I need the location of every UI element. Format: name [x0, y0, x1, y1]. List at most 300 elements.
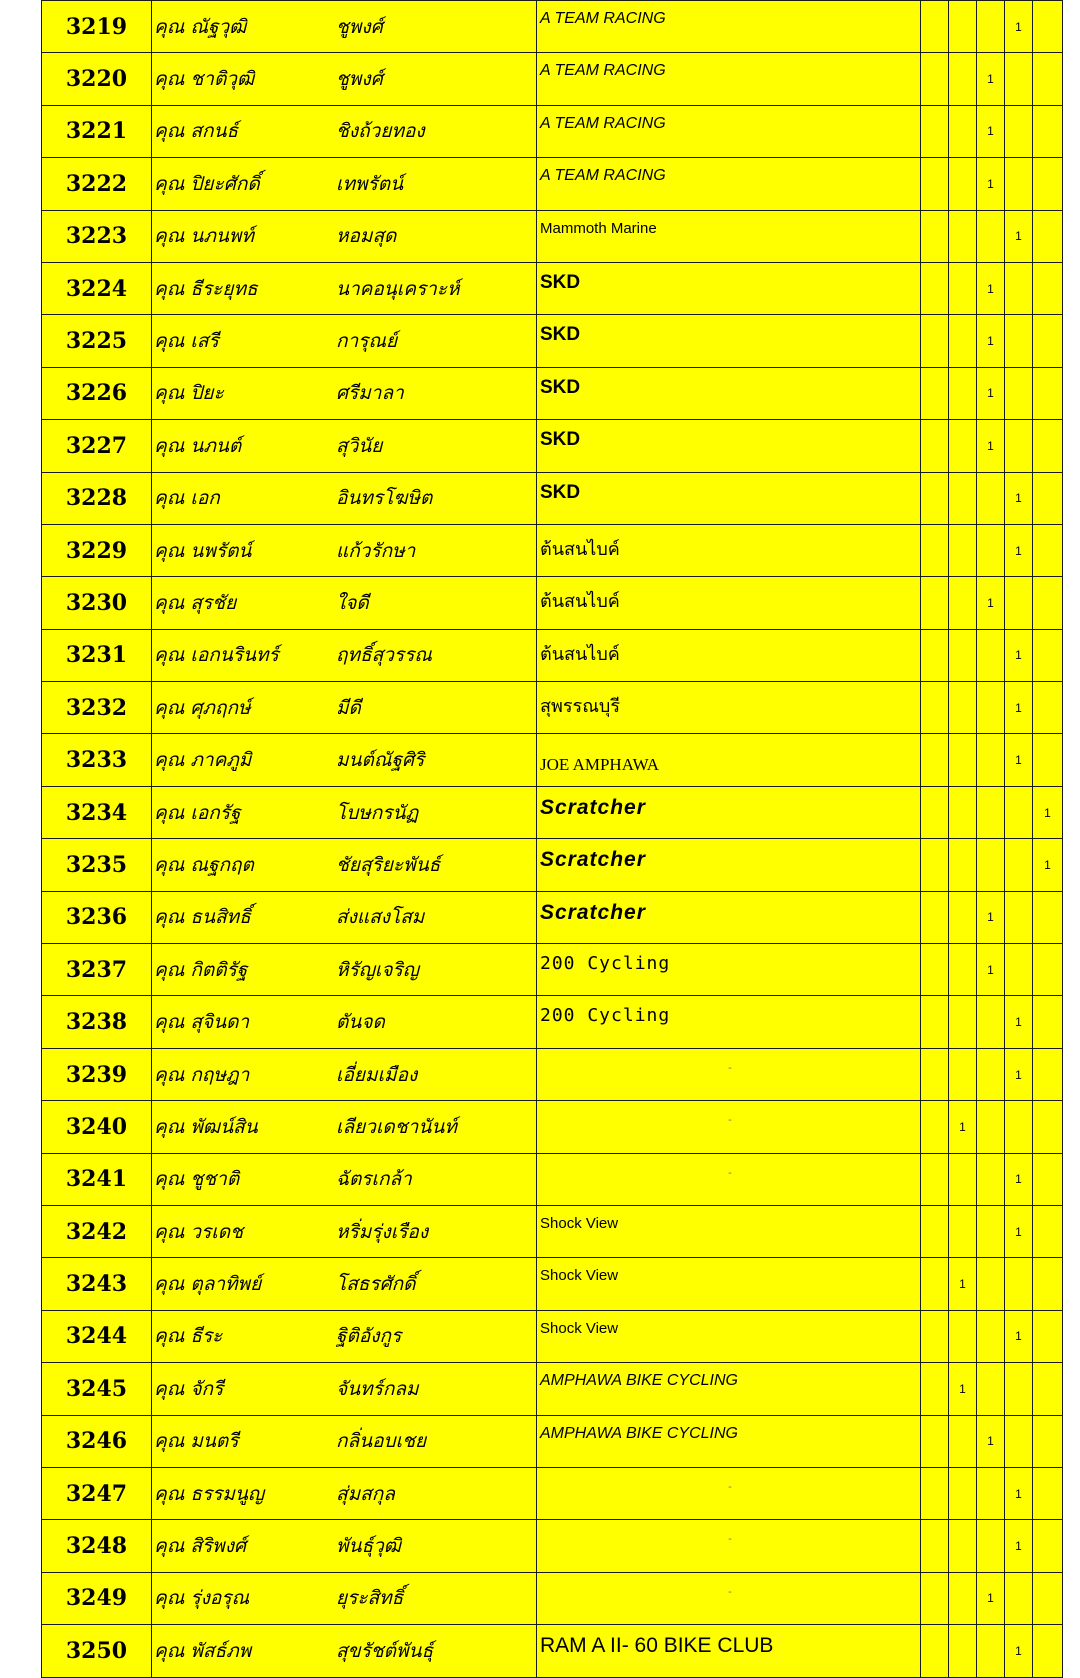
team-cell [537, 262, 921, 314]
first-name-cell: คุณ สกนธ์ [152, 105, 337, 157]
table-row [42, 1048, 1063, 1100]
team-name: ต้นสนไบค์ [540, 538, 620, 560]
team-cell [537, 420, 921, 472]
last-name-cell: มีดี [336, 682, 537, 734]
team-name: RAM A II- 60 BIKE CLUB [540, 1634, 774, 1658]
category-mark-cell [921, 1, 949, 53]
category-mark-cell [949, 1, 977, 53]
bib-number-cell: 3244 [42, 1310, 152, 1362]
category-mark-cell [1005, 786, 1033, 838]
bib-number-cell: 3240 [42, 1101, 152, 1153]
bib-number-cell: 3232 [42, 682, 152, 734]
category-mark-cell [1033, 1572, 1063, 1624]
bib-number-cell: 3233 [42, 734, 152, 786]
category-mark-cell [949, 105, 977, 157]
first-name-cell: คุณ พัฒน์สิน [152, 1101, 337, 1153]
last-name-cell: แก้วรักษา [336, 524, 537, 576]
team-name: สุพรรณบุรี [540, 696, 620, 718]
team-name: SKD [540, 481, 581, 503]
category-mark-cell [1005, 367, 1033, 419]
bib-number-cell: 3247 [42, 1467, 152, 1519]
category-mark-cell [921, 839, 949, 891]
category-mark-cell [977, 734, 1005, 786]
category-mark-cell [977, 682, 1005, 734]
category-mark-cell [921, 262, 949, 314]
team-name: 200 Cycling [540, 1005, 671, 1027]
bib-number-cell: 3242 [42, 1205, 152, 1257]
category-mark-cell [977, 1363, 1005, 1415]
team-cell [537, 839, 921, 891]
category-mark-cell: 1 [1005, 1, 1033, 53]
last-name-cell: ใจดี [336, 577, 537, 629]
last-name-cell: สุวินัย [336, 420, 537, 472]
category-mark-cell [921, 891, 949, 943]
category-mark-cell [1033, 1415, 1063, 1467]
category-mark-cell [1005, 944, 1033, 996]
category-mark-cell [921, 1153, 949, 1205]
team-name: JOE AMPHAWA [540, 755, 660, 775]
last-name-cell: ศรีมาลา [336, 367, 537, 419]
category-mark-cell: 1 [1005, 524, 1033, 576]
bib-number-cell: 3239 [42, 1048, 152, 1100]
team-cell [537, 1467, 921, 1519]
category-mark-cell [1033, 1520, 1063, 1572]
category-mark-cell [1033, 262, 1063, 314]
category-mark-cell [949, 210, 977, 262]
team-cell [537, 891, 921, 943]
team-name: AMPHAWA BIKE CYCLING [540, 1424, 738, 1442]
category-mark-cell [949, 734, 977, 786]
category-mark-cell [1033, 158, 1063, 210]
team-cell [537, 682, 921, 734]
category-mark-cell [1033, 682, 1063, 734]
table-row [42, 1625, 1063, 1677]
category-mark-cell: 1 [1005, 210, 1033, 262]
category-mark-cell [977, 1467, 1005, 1519]
bib-number-cell: 3249 [42, 1572, 152, 1624]
category-mark-cell: 1 [1005, 1048, 1033, 1100]
table-row [42, 524, 1063, 576]
category-mark-cell: 1 [1005, 996, 1033, 1048]
last-name-cell: ชัยสุริยะพันธ์ [336, 839, 537, 891]
last-name-cell: เทพรัตน์ [336, 158, 537, 210]
first-name-cell: คุณ ณัฐวุฒิ [152, 1, 337, 53]
table-row [42, 1572, 1063, 1624]
table-row [42, 1467, 1063, 1519]
category-mark-cell [949, 629, 977, 681]
team-name: Mammoth Marine [540, 219, 657, 237]
category-mark-cell [1033, 734, 1063, 786]
category-mark-cell [977, 472, 1005, 524]
category-mark-cell [977, 1310, 1005, 1362]
team-name: A TEAM RACING [540, 114, 666, 132]
first-name-cell: คุณ กฤษฎา [152, 1048, 337, 1100]
category-mark-cell [921, 577, 949, 629]
table-row [42, 367, 1063, 419]
category-mark-cell: 1 [977, 53, 1005, 105]
team-name: - [728, 1585, 732, 1598]
category-mark-cell [921, 629, 949, 681]
category-mark-cell [1005, 577, 1033, 629]
last-name-cell: อินทรโฆษิต [336, 472, 537, 524]
category-mark-cell [977, 996, 1005, 1048]
category-mark-cell [921, 472, 949, 524]
table-row [42, 1310, 1063, 1362]
table-row [42, 315, 1063, 367]
team-name: Shock View [540, 1214, 619, 1232]
category-mark-cell [921, 210, 949, 262]
team-cell [537, 472, 921, 524]
team-cell [537, 1, 921, 53]
bib-number-cell: 3235 [42, 839, 152, 891]
category-mark-cell [1033, 1205, 1063, 1257]
table-row [42, 53, 1063, 105]
team-name: SKD [540, 376, 581, 398]
category-mark-cell [1033, 1258, 1063, 1310]
category-mark-cell [949, 1048, 977, 1100]
category-mark-cell [921, 524, 949, 576]
category-mark-cell [977, 1625, 1005, 1677]
category-mark-cell: 1 [1033, 786, 1063, 838]
bib-number-cell: 3226 [42, 367, 152, 419]
category-mark-cell [1033, 577, 1063, 629]
last-name-cell: มนต์ณัฐศิริ [336, 734, 537, 786]
category-mark-cell [921, 1205, 949, 1257]
first-name-cell: คุณ เอกนรินทร์ [152, 629, 337, 681]
category-mark-cell [921, 1048, 949, 1100]
first-name-cell: คุณ ปิยะศักดิ์ [152, 158, 337, 210]
category-mark-cell [949, 1153, 977, 1205]
table-row [42, 262, 1063, 314]
category-mark-cell [921, 420, 949, 472]
team-name: A TEAM RACING [540, 167, 666, 185]
category-mark-cell [1005, 1258, 1033, 1310]
category-mark-cell [1005, 1572, 1033, 1624]
category-mark-cell [921, 682, 949, 734]
category-mark-cell [1033, 629, 1063, 681]
bib-number-cell: 3227 [42, 420, 152, 472]
category-mark-cell [1005, 105, 1033, 157]
category-mark-cell [1005, 53, 1033, 105]
table-row [42, 472, 1063, 524]
first-name-cell: คุณ ณฐกฤต [152, 839, 337, 891]
team-name: - [728, 1061, 732, 1074]
category-mark-cell [1005, 315, 1033, 367]
team-name: SKD [540, 429, 581, 451]
team-name: A TEAM RACING [540, 10, 666, 27]
category-mark-cell [977, 1205, 1005, 1257]
last-name-cell: สุ่มสกุล [336, 1467, 537, 1519]
category-mark-cell [1033, 53, 1063, 105]
category-mark-cell [1033, 996, 1063, 1048]
category-mark-cell [921, 105, 949, 157]
category-mark-cell [949, 839, 977, 891]
last-name-cell: ส่งแสงโสม [336, 891, 537, 943]
category-mark-cell [977, 210, 1005, 262]
table-row [42, 1205, 1063, 1257]
last-name-cell: ยุระสิทธิ์ [336, 1572, 537, 1624]
bib-number-cell: 3231 [42, 629, 152, 681]
team-name: Shock View [540, 1267, 619, 1285]
last-name-cell: จันทร์กลม [336, 1363, 537, 1415]
category-mark-cell [921, 1467, 949, 1519]
last-name-cell: ฤทธิ์สุวรรณ [336, 629, 537, 681]
category-mark-cell: 1 [977, 944, 1005, 996]
category-mark-cell [1033, 1048, 1063, 1100]
last-name-cell: กลิ่นอบเชย [336, 1415, 537, 1467]
category-mark-cell: 1 [977, 315, 1005, 367]
team-cell [537, 1572, 921, 1624]
category-mark-cell [949, 524, 977, 576]
category-mark-cell [921, 1310, 949, 1362]
category-mark-cell [977, 629, 1005, 681]
first-name-cell: คุณ สิริพงศ์ [152, 1520, 337, 1572]
table-row [42, 1153, 1063, 1205]
category-mark-cell [977, 1101, 1005, 1153]
bib-number-cell: 3230 [42, 577, 152, 629]
category-mark-cell: 1 [1005, 1625, 1033, 1677]
first-name-cell: คุณ ธรรมนูญ [152, 1467, 337, 1519]
category-mark-cell [1033, 210, 1063, 262]
first-name-cell: คุณ ธนสิทธิ์ [152, 891, 337, 943]
table-row [42, 420, 1063, 472]
category-mark-cell [949, 996, 977, 1048]
category-mark-cell [949, 682, 977, 734]
bib-number-cell: 3221 [42, 105, 152, 157]
last-name-cell: หริ่มรุ่งเรือง [336, 1205, 537, 1257]
bib-number-cell: 3246 [42, 1415, 152, 1467]
category-mark-cell [1033, 1, 1063, 53]
bib-number-cell: 3245 [42, 1363, 152, 1415]
category-mark-cell: 1 [977, 420, 1005, 472]
bib-number-cell: 3234 [42, 786, 152, 838]
team-cell [537, 1258, 921, 1310]
bib-number-cell: 3228 [42, 472, 152, 524]
table-row [42, 891, 1063, 943]
category-mark-cell: 1 [977, 891, 1005, 943]
category-mark-cell [921, 734, 949, 786]
first-name-cell: คุณ ศุภฤกษ์ [152, 682, 337, 734]
first-name-cell: คุณ ชาติวุฒิ [152, 53, 337, 105]
team-cell [537, 315, 921, 367]
category-mark-cell: 1 [977, 1415, 1005, 1467]
team-cell [537, 367, 921, 419]
first-name-cell: คุณ นภนพท์ [152, 210, 337, 262]
team-cell [537, 158, 921, 210]
category-mark-cell: 1 [977, 1572, 1005, 1624]
team-cell [537, 944, 921, 996]
team-cell [537, 1520, 921, 1572]
team-cell [537, 53, 921, 105]
category-mark-cell [921, 1572, 949, 1624]
first-name-cell: คุณ กิตติรัฐ [152, 944, 337, 996]
last-name-cell: ชิงถ้วยทอง [336, 105, 537, 157]
team-name: Scratcher [540, 795, 646, 819]
category-mark-cell [1033, 367, 1063, 419]
category-mark-cell [949, 944, 977, 996]
team-name: ต้นสนไบค์ [540, 591, 620, 613]
category-mark-cell: 1 [977, 105, 1005, 157]
category-mark-cell [1033, 1625, 1063, 1677]
team-cell [537, 786, 921, 838]
category-mark-cell [921, 1520, 949, 1572]
category-mark-cell [1033, 1153, 1063, 1205]
last-name-cell: เอี่ยมเมือง [336, 1048, 537, 1100]
first-name-cell: คุณ รุ่งอรุณ [152, 1572, 337, 1624]
first-name-cell: คุณ เอก [152, 472, 337, 524]
first-name-cell: คุณ ธีระ [152, 1310, 337, 1362]
first-name-cell: คุณ มนตรี [152, 1415, 337, 1467]
category-mark-cell [1033, 524, 1063, 576]
category-mark-cell [949, 1572, 977, 1624]
category-mark-cell [1005, 1415, 1033, 1467]
category-mark-cell [1033, 1363, 1063, 1415]
category-mark-cell [977, 1258, 1005, 1310]
category-mark-cell [1033, 315, 1063, 367]
team-cell [537, 524, 921, 576]
category-mark-cell [949, 1467, 977, 1519]
bib-number-cell: 3225 [42, 315, 152, 367]
category-mark-cell [949, 891, 977, 943]
last-name-cell: ตันจด [336, 996, 537, 1048]
last-name-cell: หอมสุด [336, 210, 537, 262]
category-mark-cell [1005, 1101, 1033, 1153]
team-cell [537, 1048, 921, 1100]
table-row [42, 629, 1063, 681]
category-mark-cell [977, 1048, 1005, 1100]
bib-number-cell: 3222 [42, 158, 152, 210]
category-mark-cell: 1 [977, 158, 1005, 210]
first-name-cell: คุณ ธีระยุทธ [152, 262, 337, 314]
last-name-cell: หิรัญเจริญ [336, 944, 537, 996]
category-mark-cell: 1 [977, 262, 1005, 314]
category-mark-cell [1033, 105, 1063, 157]
category-mark-cell [1005, 1363, 1033, 1415]
category-mark-cell [977, 524, 1005, 576]
team-cell [537, 210, 921, 262]
category-mark-cell [949, 420, 977, 472]
category-mark-cell [949, 577, 977, 629]
last-name-cell: ฉัตรเกล้า [336, 1153, 537, 1205]
category-mark-cell [977, 786, 1005, 838]
category-mark-cell [1005, 262, 1033, 314]
category-mark-cell [1005, 839, 1033, 891]
category-mark-cell [949, 472, 977, 524]
table-row [42, 786, 1063, 838]
team-cell [537, 1153, 921, 1205]
category-mark-cell: 1 [1005, 472, 1033, 524]
table-row [42, 210, 1063, 262]
category-mark-cell [1033, 1101, 1063, 1153]
category-mark-cell [949, 1520, 977, 1572]
first-name-cell: คุณ ตุลาทิพย์ [152, 1258, 337, 1310]
last-name-cell: ชูพงศ์ [336, 53, 537, 105]
table-row [42, 734, 1063, 786]
bib-number-cell: 3243 [42, 1258, 152, 1310]
team-name: - [728, 1114, 732, 1127]
team-name: AMPHAWA BIKE CYCLING [540, 1372, 738, 1390]
category-mark-cell: 1 [1005, 1310, 1033, 1362]
first-name-cell: คุณ พัสธ์ภพ [152, 1625, 337, 1677]
category-mark-cell [921, 1258, 949, 1310]
last-name-cell: ชูพงศ์ [336, 1, 537, 53]
category-mark-cell [921, 1415, 949, 1467]
bib-number-cell: 3224 [42, 262, 152, 314]
team-name: Shock View [540, 1319, 619, 1337]
table-row [42, 682, 1063, 734]
first-name-cell: คุณ สุรชัย [152, 577, 337, 629]
first-name-cell: คุณ ชูชาติ [152, 1153, 337, 1205]
category-mark-cell: 1 [1005, 682, 1033, 734]
team-name: Scratcher [540, 848, 646, 872]
bib-number-cell: 3229 [42, 524, 152, 576]
team-cell [537, 577, 921, 629]
category-mark-cell [949, 367, 977, 419]
team-name: - [728, 1480, 732, 1493]
category-mark-cell: 1 [977, 367, 1005, 419]
bib-number-cell: 3238 [42, 996, 152, 1048]
category-mark-cell: 1 [1005, 629, 1033, 681]
table-row [42, 1363, 1063, 1415]
team-cell [537, 629, 921, 681]
table-row [42, 944, 1063, 996]
category-mark-cell: 1 [1005, 734, 1033, 786]
category-mark-cell: 1 [977, 577, 1005, 629]
team-name: 200 Cycling [540, 953, 671, 975]
category-mark-cell [949, 1205, 977, 1257]
last-name-cell: ฐิติอังกูร [336, 1310, 537, 1362]
bib-number-cell: 3237 [42, 944, 152, 996]
category-mark-cell [949, 1415, 977, 1467]
team-name: SKD [540, 324, 581, 346]
category-mark-cell: 1 [1005, 1153, 1033, 1205]
category-mark-cell [1033, 420, 1063, 472]
category-mark-cell [977, 1520, 1005, 1572]
table-row [42, 1258, 1063, 1310]
first-name-cell: คุณ ภาคภูมิ [152, 734, 337, 786]
category-mark-cell [921, 1625, 949, 1677]
last-name-cell: สุขรัชต์พันธุ์ [336, 1625, 537, 1677]
bib-number-cell: 3250 [42, 1625, 152, 1677]
category-mark-cell [1033, 1310, 1063, 1362]
category-mark-cell [949, 262, 977, 314]
team-cell [537, 1363, 921, 1415]
table-row [42, 158, 1063, 210]
table-row [42, 996, 1063, 1048]
category-mark-cell [949, 158, 977, 210]
team-cell [537, 105, 921, 157]
category-mark-cell [1033, 944, 1063, 996]
team-name: Scratcher [540, 900, 646, 924]
table-row [42, 105, 1063, 157]
category-mark-cell: 1 [949, 1258, 977, 1310]
last-name-cell: โบษกรนัฏ [336, 786, 537, 838]
first-name-cell: คุณ นภนต์ [152, 420, 337, 472]
team-cell [537, 1415, 921, 1467]
last-name-cell: เลียวเดชานันท์ [336, 1101, 537, 1153]
category-mark-cell [949, 315, 977, 367]
last-name-cell: นาคอนุเคราะห์ [336, 262, 537, 314]
category-mark-cell [1005, 158, 1033, 210]
category-mark-cell [1033, 472, 1063, 524]
team-name: - [728, 1533, 732, 1546]
first-name-cell: คุณ เสรี [152, 315, 337, 367]
team-cell [537, 996, 921, 1048]
team-name: - [728, 1166, 732, 1179]
category-mark-cell: 1 [1033, 839, 1063, 891]
team-cell [537, 1625, 921, 1677]
last-name-cell: พันธุ์วุฒิ [336, 1520, 537, 1572]
